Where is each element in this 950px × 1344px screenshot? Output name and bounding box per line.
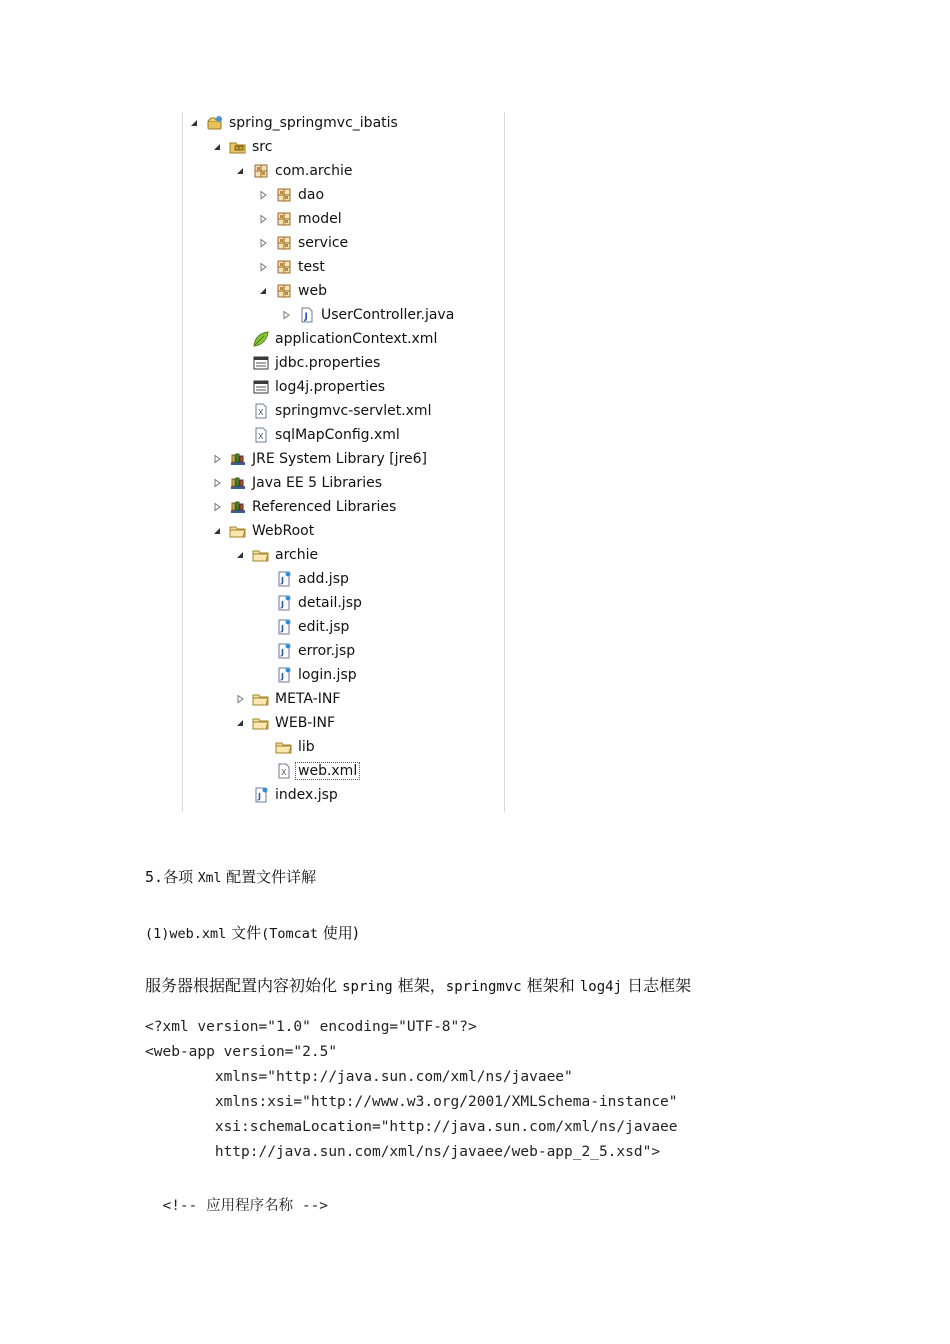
tree-item[interactable]	[211, 519, 314, 543]
expand-arrow-icon[interactable]	[188, 117, 200, 129]
collapse-arrow-icon[interactable]	[211, 477, 223, 489]
arrow-spacer	[257, 741, 269, 753]
arrow-spacer	[234, 405, 246, 417]
svg-text:X: X	[281, 768, 287, 777]
arrow-spacer	[257, 645, 269, 657]
tree-item[interactable]	[257, 567, 349, 591]
tree-item-label: test	[298, 259, 325, 275]
folder-icon	[275, 738, 293, 756]
code-line: xmlns="http://java.sun.com/xml/ns/javaee"	[145, 1069, 573, 1085]
jsp-file-icon	[275, 666, 293, 684]
tree-item[interactable]	[257, 615, 349, 639]
library-icon	[229, 498, 247, 516]
arrow-spacer	[234, 789, 246, 801]
tree-item-label: archie	[275, 547, 319, 563]
collapse-arrow-icon[interactable]	[257, 213, 269, 225]
tree-item-label: error.jsp	[298, 643, 356, 659]
tree-item[interactable]	[257, 255, 325, 279]
arrow-spacer	[257, 597, 269, 609]
properties-file-icon	[252, 378, 270, 396]
tree-item[interactable]	[257, 759, 360, 783]
desc-text-g: 日志框架	[627, 976, 692, 995]
expand-arrow-icon[interactable]	[211, 525, 223, 537]
jsp-file-icon	[275, 594, 293, 612]
tree-item[interactable]	[211, 135, 272, 159]
code-line: <?xml version="1.0" encoding="UTF-8"?>	[145, 1019, 477, 1035]
tree-item[interactable]	[234, 159, 352, 183]
desc-code-f: log4j	[579, 979, 623, 995]
collapse-arrow-icon[interactable]	[257, 261, 269, 273]
tree-item-label: sqlMapConfig.xml	[275, 427, 400, 443]
tree-item-label: log4j.properties	[275, 379, 386, 395]
tree-item-label: add.jsp	[298, 571, 349, 587]
sub-text-d: 使用)	[322, 924, 359, 942]
desc-text-a: 服务器根据配置内容初始化	[145, 976, 338, 995]
tree-item-label: web	[298, 283, 327, 299]
collapse-arrow-icon[interactable]	[257, 189, 269, 201]
expand-arrow-icon[interactable]	[234, 165, 246, 177]
heading-code: Xml	[197, 871, 222, 886]
svg-text:X: X	[258, 408, 264, 417]
tree-item-label: web.xml	[295, 762, 360, 780]
expand-arrow-icon[interactable]	[257, 285, 269, 297]
tree-item-label: JRE System Library [jre6]	[252, 451, 427, 467]
folder-icon	[252, 714, 270, 732]
project-icon	[206, 114, 224, 132]
tree-item-label: login.jsp	[298, 667, 357, 683]
tree-item-label: src	[252, 139, 273, 155]
tree-item-label: com.archie	[275, 163, 353, 179]
desc-text-e: 框架和	[526, 976, 575, 995]
arrow-spacer	[257, 573, 269, 585]
tree-item[interactable]	[257, 663, 357, 687]
package-icon	[275, 186, 293, 204]
svg-text:J: J	[258, 792, 261, 801]
tree-item-label: jdbc.properties	[275, 355, 381, 371]
tree-item-label: service	[298, 235, 349, 251]
tree-item[interactable]	[234, 711, 335, 735]
collapse-arrow-icon[interactable]	[234, 693, 246, 705]
jsp-file-icon	[275, 618, 293, 636]
subsection-heading	[145, 922, 359, 943]
jsp-file-icon	[275, 570, 293, 588]
package-icon	[275, 258, 293, 276]
library-icon	[229, 450, 247, 468]
svg-text:X: X	[258, 432, 264, 441]
svg-text:J: J	[281, 672, 284, 681]
desc-text-c: 框架，	[397, 976, 446, 995]
package-icon	[275, 282, 293, 300]
tree-item[interactable]	[234, 423, 400, 447]
tree-item[interactable]	[234, 399, 431, 423]
jsp-file-icon	[275, 642, 293, 660]
tree-item-label: META-INF	[275, 691, 341, 707]
tree-item[interactable]	[257, 735, 315, 759]
folder-icon	[252, 546, 270, 564]
code-line: xmlns:xsi="http://www.w3.org/2001/XMLSchema-instance"	[145, 1094, 678, 1110]
folder-icon	[229, 522, 247, 540]
desc-code-b: spring	[342, 979, 393, 995]
tree-item[interactable]	[234, 351, 380, 375]
arrow-spacer	[234, 381, 246, 393]
tree-item[interactable]	[211, 471, 382, 495]
properties-file-icon	[252, 354, 270, 372]
tree-item-label: model	[298, 211, 342, 227]
tree-item[interactable]	[257, 591, 362, 615]
tree-item-label: UserController.java	[321, 307, 455, 323]
collapse-arrow-icon[interactable]	[211, 501, 223, 513]
tree-item-label: WEB-INF	[275, 715, 335, 731]
svg-text:J: J	[281, 576, 284, 585]
tree-item[interactable]	[234, 375, 385, 399]
arrow-spacer	[234, 429, 246, 441]
expand-arrow-icon[interactable]	[234, 549, 246, 561]
tree-item-label: Referenced Libraries	[252, 499, 397, 515]
description-line	[145, 973, 691, 996]
library-icon	[229, 474, 247, 492]
tree-item-label: dao	[298, 187, 325, 203]
tree-item[interactable]	[234, 327, 437, 351]
code-line: http://java.sun.com/xml/ns/javaee/web-app_2_5.xsd">	[145, 1144, 661, 1160]
tree-item[interactable]	[257, 183, 324, 207]
collapse-arrow-icon[interactable]	[257, 237, 269, 249]
arrow-spacer	[234, 357, 246, 369]
package-icon	[252, 162, 270, 180]
section-heading	[145, 866, 316, 887]
arrow-spacer	[257, 765, 269, 777]
arrow-spacer	[257, 669, 269, 681]
arrow-spacer	[234, 333, 246, 345]
jsp-file-icon	[252, 786, 270, 804]
tree-item-label: WebRoot	[252, 523, 315, 539]
tree-item[interactable]	[257, 279, 327, 303]
tree-item[interactable]	[234, 783, 338, 807]
tree-item-label: spring_springmvc_ibatis	[229, 115, 398, 131]
tree-item[interactable]	[280, 303, 454, 327]
tree-item-label: edit.jsp	[298, 619, 350, 635]
sub-text-b: 文件	[231, 924, 262, 942]
heading-number: 5.	[145, 868, 164, 886]
code-line: <web-app version="2.5"	[145, 1044, 338, 1060]
tree-item-label: Java EE 5 Libraries	[252, 475, 382, 491]
collapse-arrow-icon[interactable]	[280, 309, 292, 321]
xml-file-icon	[252, 426, 270, 444]
tree-item-label: springmvc-servlet.xml	[275, 403, 432, 419]
spring-leaf-icon	[252, 330, 270, 348]
svg-text:J: J	[281, 600, 284, 609]
desc-code-d: springmvc	[445, 979, 522, 995]
collapse-arrow-icon[interactable]	[211, 453, 223, 465]
sub-code-a: (1)web.xml	[145, 926, 227, 942]
package-icon	[275, 210, 293, 228]
sub-code-c: (Tomcat	[261, 926, 318, 942]
tree-item-label: lib	[298, 739, 315, 755]
code-line: xsi:schemaLocation="http://java.sun.com/xml/ns/javaee	[145, 1119, 678, 1135]
tree-item[interactable]	[188, 111, 398, 135]
expand-arrow-icon[interactable]	[234, 717, 246, 729]
svg-text:J: J	[281, 624, 284, 633]
svg-text:J: J	[281, 648, 284, 657]
tree-item-label: index.jsp	[275, 787, 338, 803]
tree-item-label: applicationContext.xml	[275, 331, 438, 347]
tree-item[interactable]	[257, 231, 348, 255]
expand-arrow-icon[interactable]	[211, 141, 223, 153]
tree-item[interactable]	[211, 495, 396, 519]
java-file-icon	[298, 306, 316, 324]
tree-item[interactable]	[211, 447, 427, 471]
tree-item[interactable]	[234, 543, 318, 567]
heading-text-b: 配置文件详解	[226, 868, 317, 886]
heading-text-a: 各项	[163, 868, 194, 886]
source-folder-icon	[229, 138, 247, 156]
code-comment: <!-- 应用程序名称 -->	[145, 1198, 329, 1214]
tree-item[interactable]	[234, 687, 340, 711]
svg-text:J: J	[304, 312, 308, 322]
tree-item[interactable]	[257, 639, 355, 663]
xml-file-icon	[252, 402, 270, 420]
xml-file-icon	[275, 762, 293, 780]
folder-icon	[252, 690, 270, 708]
tree-item-label: detail.jsp	[298, 595, 362, 611]
tree-item[interactable]	[257, 207, 342, 231]
package-icon	[275, 234, 293, 252]
arrow-spacer	[257, 621, 269, 633]
